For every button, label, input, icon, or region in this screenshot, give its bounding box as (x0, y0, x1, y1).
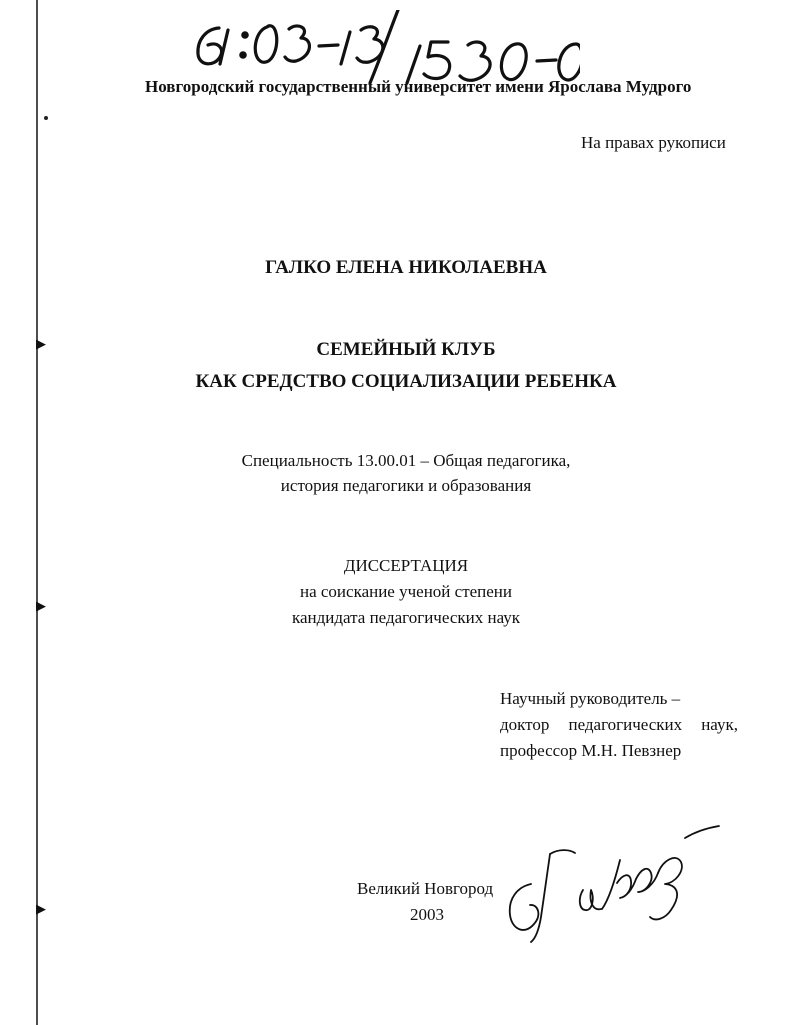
binder-hole-mark-icon: ▶ (36, 337, 46, 352)
publication-year: 2003 (410, 905, 444, 924)
dissertation-title-line: КАК СРЕДСТВО СОЦИАЛИЗАЦИИ РЕБЕНКА (195, 371, 617, 392)
author-signature (505, 818, 720, 943)
place-of-publication: Великий Новгород (357, 879, 494, 898)
author-name: ГАЛКО ЕЛЕНА НИКОЛАЕВНА (265, 257, 547, 278)
specialty-line: история педагогики и образования (280, 476, 532, 495)
specialty-line: Специальность 13.00.01 – Общая педагогика, (241, 451, 571, 470)
degree-name-line: кандидата педагогических наук (291, 608, 521, 627)
dissertation-title-line: СЕМЕЙНЫЙ КЛУБ (316, 339, 496, 360)
binder-hole-mark-icon: ▶ (36, 599, 46, 614)
manuscript-rights-note: На правах рукописи (581, 133, 726, 152)
advisor-degree: доктор педагогических наук, (500, 715, 738, 734)
binder-hole-mark-icon: ▶ (36, 902, 46, 917)
scan-edge-line (36, 0, 38, 1025)
advisor-heading: Научный руководитель – (500, 689, 681, 708)
degree-purpose-line: на соискание ученой степени (299, 582, 513, 601)
scan-dot-mark (44, 116, 48, 120)
handwritten-archive-code (190, 10, 580, 85)
university-name: Новгородский государственный университет имени Ярослава Мудрого (145, 77, 692, 96)
advisor-name: профессор М.Н. Певзнер (500, 741, 682, 760)
dissertation-label: ДИССЕРТАЦИЯ (343, 556, 469, 575)
